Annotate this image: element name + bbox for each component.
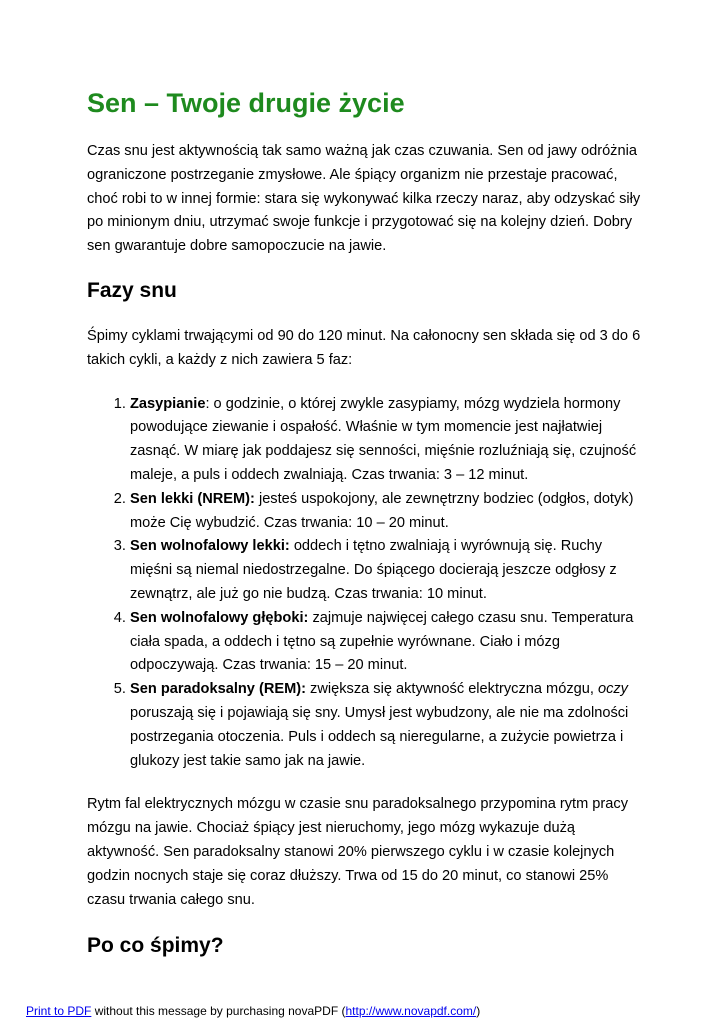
footer-note bbox=[26, 1004, 480, 1018]
document-page bbox=[87, 86, 647, 960]
list-item bbox=[130, 535, 647, 606]
phase-label: Sen wolnofalowy lekki: bbox=[130, 538, 290, 555]
list-item bbox=[130, 488, 647, 536]
page-title: Sen – Twoje drugie życie bbox=[87, 88, 405, 118]
fazy-intro-paragraph: Śpimy cyklami trwającymi od 90 do 120 minut. Na całonocny sen składa się od 3 do 6 takich cykli, a każdy z nich zawiera 5 faz: bbox=[87, 327, 641, 368]
phases-list bbox=[87, 393, 647, 774]
phase-text: jesteś uspokojony, ale zewnętrzny bodziec (odgłos, dotyk) może Cię wybudzić. Czas trwania: 10 – 20 minut. bbox=[130, 490, 634, 531]
phase-label: Zasypianie bbox=[130, 395, 206, 412]
phase-label: Sen lekki (NREM): bbox=[130, 490, 255, 507]
novapdf-link[interactable]: http://www.novapdf.com/ bbox=[345, 1004, 477, 1018]
print-to-pdf-link[interactable]: Print to PDF bbox=[26, 1004, 92, 1018]
phase-text: zwiększa się aktywność elektryczna mózgu, bbox=[305, 681, 598, 698]
section-heading-po-co-spimy: Po co śpimy? bbox=[87, 934, 224, 958]
phase-text: oddech i tętno zwalniają i wyrównują się. Ruchy mięśni są niemal niedostrzegalne. Do śpiącego docierają jeszcze odgłosy z zewnątrz, ale już go nie budzą. Czas trwania: 10 minut. bbox=[130, 538, 617, 602]
phase-label: Sen wolnofalowy głęboki: bbox=[130, 609, 309, 626]
list-item bbox=[130, 678, 647, 773]
phase-text: : o godzinie, o której zwykle zasypiamy, mózg wydziela hormony powodujące ziewanie i ospałość. Właśnie w tym momencie jest najłatwiej zasnąć. W miarę jak poddajesz się senności, mięśnie rozluźniają się, czujność maleje, a puls i oddech zwalniają. Czas trwania: 3 – 12 minut. bbox=[130, 395, 637, 483]
intro-paragraph: Czas snu jest aktywnością tak samo ważną jak czas czuwania. Sen od jawy odróżnia ograniczone postrzeganie zmysłowe. Ale śpiący organizm nie przestaje pracować, choć robi to w innej formie: stara się wykonywać kilka rzeczy naraz, aby odzyskać siły po minionym dniu, utrzymać swoje funkcje i przygotować się na kolejny dzień. Dobry sen gwarantuje dobre samopoczucie na jawie. bbox=[87, 143, 641, 255]
list-item bbox=[130, 607, 647, 678]
rytm-paragraph: Rytm fal elektrycznych mózgu w czasie snu paradoksalnego przypomina rytm pracy mózgu na jawie. Chociaż śpiący jest nieruchomy, jego mózg wykazuje dużą aktywność. Sen paradoksalny stanowi 20% pierwszego cyklu i w czasie kolejnych godzin nocnych staje się coraz dłuższy. Trwa od 15 do 20 minut, co stanowi 25% czasu trwania całego snu. bbox=[87, 796, 628, 908]
list-item bbox=[130, 393, 647, 488]
section-heading-fazy-snu: Fazy snu bbox=[87, 278, 177, 302]
phase-text: poruszają się i pojawiają się sny. Umysł jest wybudzony, ale nie ma zdolności postrzegania otoczenia. Puls i oddech są nieregularne, a zużycie powietrza i glukozy jest takie samo jak na jawie. bbox=[130, 704, 629, 769]
phase-label: Sen paradoksalny (REM): bbox=[130, 681, 306, 698]
phase-italic: oczy bbox=[597, 681, 628, 698]
phase-text: zajmuje najwięcej całego czasu snu. Temperatura ciała spada, a oddech i tętno są zupełnie wyrównane. Ciało i mózg odpoczywają. Czas trwania: 15 – 20 minut. bbox=[130, 609, 634, 674]
footer-text-end: ) bbox=[476, 1004, 481, 1018]
footer-text: without this message by purchasing novaPDF ( bbox=[91, 1004, 346, 1018]
